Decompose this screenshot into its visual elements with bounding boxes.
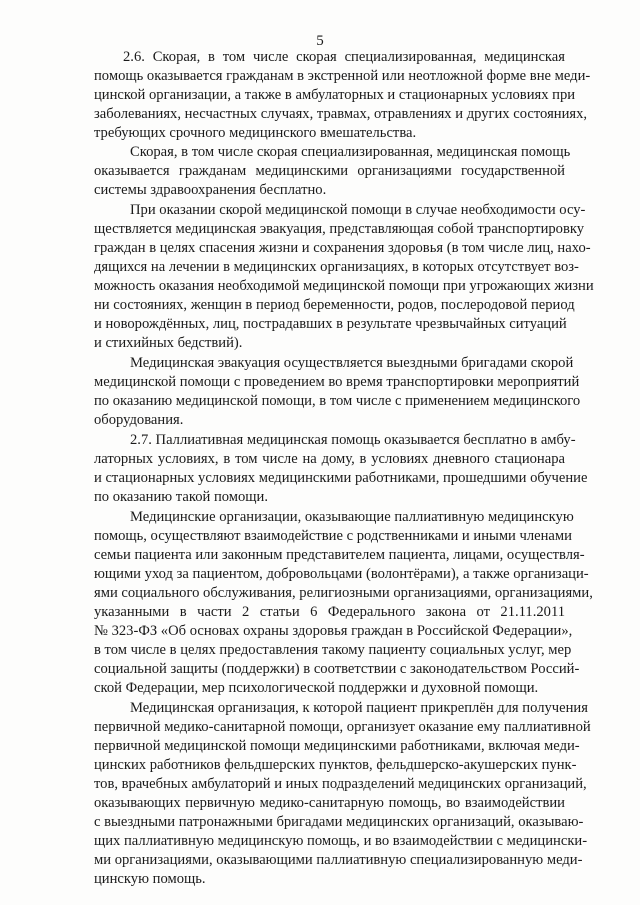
text-line: цинскую помощь. [94,871,206,887]
text-line: ми организациями, оказывающими паллиативную специализированную меди- [94,852,583,868]
text-line: щих паллиативную медицинскую помощь, и во взаимодействии с медицински- [94,833,588,849]
text-line: тов, врачебных амбулаторий и иных подразделений медицинских организаций, [94,776,587,792]
text-line: социальной защиты (поддержки) в соответствии с законодательством Россий- [94,661,580,677]
text-line: граждан в целях спасения жизни и сохранения здоровья (в том числе лиц, нахо- [94,240,591,256]
text-line: указанными в части 2 статьи 6 Федерального закона от 21.11.2011 [94,604,565,620]
text-line: Медицинская эвакуация осуществляется выездными бригадами скорой [130,355,574,371]
text-line: требующих срочного медицинского вмешательства. [94,125,417,141]
text-line: При оказании скорой медицинской помощи в случае необходимости осу- [130,202,586,218]
text-line: латорных условиях, в том числе на дому, в условиях дневного стационара [94,451,565,467]
text-line: ни состояниях, женщин в период беременности, родов, послеродовой период [94,297,575,313]
text-line: ской Федерации, мер психологической поддержки и духовной помощи. [94,680,539,696]
text-line: помощь, осуществляют взаимодействие с родственниками и иными членами [94,528,572,544]
text-line: помощь оказывается гражданам в экстренной или неотложной форме вне меди- [94,68,591,84]
text-line: дящихся на лечении в медицинских организациях, в которых отсутствует воз- [94,259,579,275]
text-line: можность оказания необходимой медицинской помощи при угрожающих жизни [94,278,594,294]
text-line: ществляется медицинская эвакуация, представляющая собой транспортировку [94,221,585,237]
text-line: первичной медико-санитарной помощи, организует оказание ему паллиативной [94,719,591,735]
text-line: первичной медицинской помощи медицинскими работниками, включая меди- [94,738,580,754]
text-line: оборудования. [94,412,184,428]
text-line: и стационарных условиях медицинскими работниками, прошедшими обучение [94,470,588,486]
text-line: и новорождённых, лиц, пострадавших в результате чрезвычайных ситуаций [94,316,567,332]
page-number: 5 [316,33,324,49]
text-line: и стихийных бедствий). [94,335,243,351]
text-line: по оказанию такой помощи. [94,489,269,505]
text-line: семьи пациента или законным представителем пациента, лицами, осуществля- [94,547,585,563]
text-line: оказывается гражданам медицинскими организациями государственной [94,163,565,179]
text-line: ющими уход за пациентом, добровольцами (волонтёрами), а также организаци- [94,566,589,582]
text-line: Скорая, в том числе скорая специализированная, медицинская помощь [130,144,571,160]
text-line: Медицинская организация, к которой пациент прикреплён для получения [130,700,588,716]
text-line: заболеваниях, несчастных случаях, травмах, отравлениях и других состояниях, [94,106,588,122]
text-line: цинских работников фельдшерских пунктов, фельдшерско-акушерских пунк- [94,757,577,773]
text-line: оказывающих первичную медико-санитарную помощь, во взаимодействии [94,795,565,811]
text-line: Медицинские организации, оказывающие паллиативную медицинскую [130,509,574,525]
text-line: 2.6. Скорая, в том числе скорая специализированная, медицинская [123,49,565,65]
text-line: по оказанию медицинской помощи, в том числе с применением медицинского [94,393,581,409]
text-line: системы здравоохранения бесплатно. [94,182,327,198]
text-line: 2.7. Паллиативная медицинская помощь оказывается бесплатно в амбу- [130,432,576,448]
text-line: с выездными патронажными бригадами медицинских организаций, оказываю- [94,814,584,830]
text-line: № 323-ФЗ «Об основах охраны здоровья граждан в Российской Федерации», [94,623,573,639]
text-line: в том числе в целях предоставления такому пациенту социальных услуг, мер [94,642,572,658]
text-line: цинской организации, а также в амбулаторных и стационарных условиях при [94,87,576,103]
text-line: ями социального обслуживания, религиозными организациями, организациями, [94,585,593,601]
text-line: медицинской помощи с проведением во время транспортировки мероприятий [94,374,580,390]
